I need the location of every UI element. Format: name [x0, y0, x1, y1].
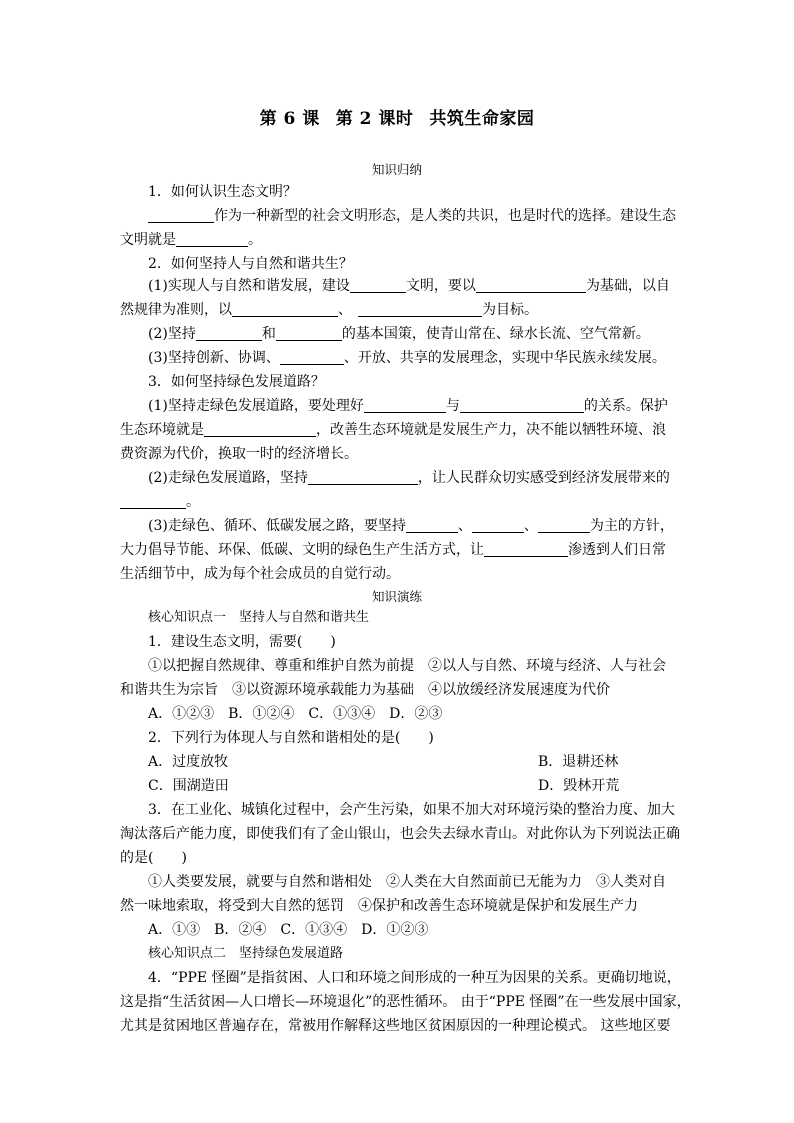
blank[interactable]	[484, 541, 568, 557]
summary-q3-label: 3．如何坚持绿色发展道路？	[148, 374, 325, 390]
practice-q2-option-b[interactable]: B．退耕还林	[538, 754, 619, 770]
practice-q3-line2: 淘汰落后产能力度，即使我们有了金山银山，也会失去绿水青山。对此你认为下列说法正确	[120, 826, 680, 842]
blank[interactable]	[204, 421, 316, 437]
blank[interactable]	[276, 325, 342, 341]
practice-q2-option-d[interactable]: D．毁林开荒	[538, 778, 620, 794]
summary-q3-p2-cont: 。	[120, 492, 676, 512]
practice-q2-option-c[interactable]: C．围湖造田	[148, 778, 229, 794]
practice-q2-option-a[interactable]: A．过度放牧	[148, 754, 229, 770]
blank[interactable]	[460, 397, 584, 413]
summary-q2-p3: (3)坚持创新、协调、 、开放、共享的发展理念，实现中华民族永续发展。	[148, 350, 666, 366]
summary-q3-p2: (2)走绿色发展道路，坚持 ，让人民群众切实感受到经济发展带来的	[148, 470, 670, 486]
blank[interactable]	[364, 397, 446, 413]
practice-q1-statements-1: ①以把握自然规律、尊重和维护自然为前提 ②以人与自然、环境与经济、人与社会	[148, 658, 666, 674]
practice-q3-line3: 的是( )	[120, 850, 187, 866]
summary-q3-p3: (3)走绿色、循环、低碳发展之路，要坚持 、 、 为主的方针，	[148, 518, 674, 534]
blank[interactable]	[358, 301, 482, 317]
blank[interactable]	[538, 517, 590, 533]
practice-q3-options[interactable]: A．①③ B．②④ C．①③④ D．①②③	[148, 922, 429, 938]
core-point-1: 核心知识点一 坚持人与自然和谐共生	[148, 610, 370, 625]
blank[interactable]	[280, 349, 344, 365]
section-heading-summary: 知识归纳	[371, 162, 422, 177]
practice-q4-line3: 尤其是贫困地区普遍存在，常被用作解释这些地区贫困原因的一种理论模式。 这些地区要	[120, 1018, 671, 1034]
summary-q2-p2: (2)坚持 和 的基本国策，使青山常在、绿水长流、空气常新。	[148, 326, 650, 342]
practice-q4-line2: 这是指“生活贫困—人口增长—环境退化”的恶性循环。 由于“PPE 怪圈”在一些发展中国家，	[120, 994, 691, 1010]
practice-q2-stem: 2．下列行为体现人与自然和谐相处的是( )	[148, 730, 434, 746]
summary-q3-p3-cont: 大力倡导节能、环保、低碳、文明的绿色生产生活方式，让 渗透到人们日常	[120, 542, 666, 558]
lesson-number: 第 6 课	[259, 109, 320, 129]
summary-q2-label: 2．如何坚持人与自然和谐共生？	[148, 256, 353, 272]
blank[interactable]	[406, 517, 458, 533]
page-title	[0, 104, 794, 129]
practice-q4-line1: 4．“PPE 怪圈”是指贫困、人口和环境之间形成的一种互为因果的关系。更确切地说，	[148, 970, 681, 986]
section-heading-practice: 知识演练	[371, 589, 422, 604]
lesson-period: 第 2 课时	[335, 109, 414, 129]
summary-q1-line2: 文明就是 。	[120, 232, 262, 248]
practice-q3-statements-2: 然一味地索取，将受到大自然的惩罚 ④保护和改善生态环境就是保护和发展生产力	[120, 898, 638, 914]
summary-q3-p1-cont: 生态环境就是 ，改善生态环境就是发展生产力，决不能以牺牲环境、浪	[120, 422, 666, 438]
summary-q2-p1: (1)实现人与自然和谐发展，建设 文明，要以 为基础，以自	[148, 278, 670, 294]
summary-q1-line1: 作为一种新型的社会文明形态，是人类的共识，也是时代的选择。建设生态	[148, 206, 676, 226]
lesson-topic: 共筑生命家园	[429, 109, 535, 129]
summary-q3-p1: (1)坚持走绿色发展道路，要处理好 与 的关系。保护	[148, 398, 668, 414]
blank[interactable]	[196, 325, 262, 341]
summary-q3-p1-end: 费资源为代价，换取一时的经济增长。	[120, 446, 358, 462]
summary-q1-label: 1．如何认识生态文明？	[148, 184, 297, 200]
summary-q2-p1-cont: 然规律为准则，以 、 为目标。	[120, 302, 538, 318]
blank[interactable]	[476, 277, 586, 293]
summary-q3-p3-end: 生活细节中，成为每个社会成员的自觉行动。	[120, 566, 400, 582]
core-point-2: 核心知识点二 坚持绿色发展道路	[148, 946, 344, 961]
blank[interactable]	[472, 517, 524, 533]
blank[interactable]	[120, 493, 186, 509]
blank[interactable]	[308, 469, 418, 485]
practice-q1-statements-2: 和谐共生为宗旨 ③以资源环境承载能力为基础 ④以放缓经济发展速度为代价	[120, 682, 610, 698]
practice-q3-line1: 3．在工业化、城镇化过程中，会产生污染，如果不加大对环境污染的整治力度、加大	[148, 802, 675, 818]
practice-q1-stem: 1．建设生态文明，需要( )	[148, 634, 336, 650]
blank[interactable]	[232, 301, 338, 317]
practice-q1-options[interactable]: A．①②③ B．①②④ C．①③④ D．②③	[148, 706, 443, 722]
practice-q3-statements-1: ①人类要发展，就要与自然和谐相处 ②人类在大自然面前已无能为力 ③人类对自	[148, 874, 666, 890]
blank[interactable]	[176, 231, 248, 247]
blank[interactable]	[350, 277, 406, 293]
blank[interactable]	[148, 207, 214, 223]
